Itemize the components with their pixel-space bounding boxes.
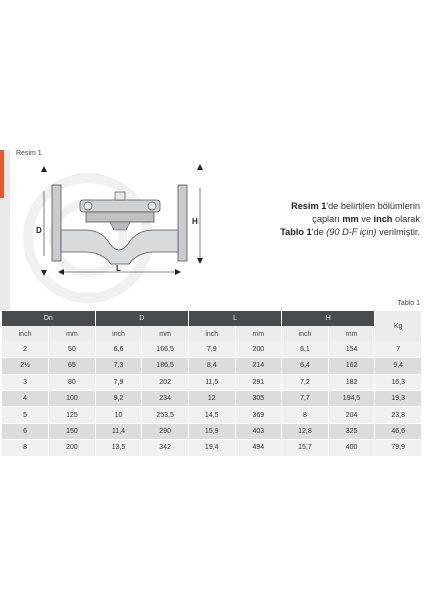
table-cell: 11,5: [188, 374, 235, 390]
table-cell: 8: [2, 440, 49, 456]
description-line-2: çapları mm ve inch olarak: [312, 214, 420, 224]
table-unit-header-row: [2, 326, 422, 341]
table-cell: 325: [328, 423, 375, 439]
table-cell: 200: [49, 440, 96, 456]
table-cell: 19,3: [375, 390, 422, 406]
table-cell: 125: [49, 407, 96, 423]
dimension-table: [2, 311, 422, 457]
table-cell: 2½: [2, 358, 49, 374]
table-cell: 6,6: [95, 342, 142, 358]
table-row: [2, 407, 422, 423]
table-cell: 182: [328, 374, 375, 390]
table-cell: 50: [49, 342, 96, 358]
table-cell: 80: [49, 374, 96, 390]
table-cell: 166,5: [142, 342, 189, 358]
table-cell: 204: [328, 407, 375, 423]
dimension-h-label: H: [192, 217, 198, 226]
unit-header: inch: [282, 326, 329, 341]
group-header-d: D: [95, 311, 188, 326]
table-cell: 369: [235, 407, 282, 423]
table-cell: 14,5: [188, 407, 235, 423]
header-kg: Kg: [375, 311, 422, 342]
table-row: [2, 374, 422, 390]
table-cell: 15,7: [282, 440, 329, 456]
unit-header: mm: [328, 326, 375, 341]
table-row: [2, 440, 422, 456]
table-cell: 234: [142, 390, 189, 406]
table-cell: 4: [2, 390, 49, 406]
table-cell: 200: [235, 342, 282, 358]
dimension-l-label: L: [116, 264, 121, 273]
figure-description: [240, 200, 420, 239]
table-cell: 290: [142, 423, 189, 439]
table-cell: 7,2: [282, 374, 329, 390]
table-cell: 100: [49, 390, 96, 406]
valve-technical-drawing: [30, 160, 220, 280]
table-cell: 6,1: [282, 342, 329, 358]
table-cell: 154: [328, 342, 375, 358]
table-cell: 65: [49, 358, 96, 374]
unit-header: mm: [49, 326, 96, 341]
table-cell: 305: [235, 390, 282, 406]
group-header-l: L: [188, 311, 281, 326]
table-cell: 12,8: [282, 423, 329, 439]
table-row: [2, 358, 422, 374]
table-cell: 150: [49, 423, 96, 439]
table-cell: 202: [142, 374, 189, 390]
table-cell: 253,5: [142, 407, 189, 423]
table-cell: 3: [2, 374, 49, 390]
dimension-d-label: D: [36, 226, 42, 235]
table-cell: 7,7: [282, 390, 329, 406]
unit-header: mm: [142, 326, 189, 341]
table-cell: 11,4: [95, 423, 142, 439]
table-cell: 7: [375, 342, 422, 358]
table-cell: 400: [328, 440, 375, 456]
table-cell: 342: [142, 440, 189, 456]
table-cell: 494: [235, 440, 282, 456]
table-cell: 16,3: [375, 374, 422, 390]
table-cell: 7,9: [188, 342, 235, 358]
table-cell: 6,4: [282, 358, 329, 374]
table-group-header-row: [2, 311, 422, 326]
unit-header: inch: [95, 326, 142, 341]
table-cell: 46,6: [375, 423, 422, 439]
description-line-1: Resim 1'de belirtilen bölümlerin: [291, 201, 420, 211]
table-cell: 186,5: [142, 358, 189, 374]
table-cell: 23,8: [375, 407, 422, 423]
table-cell: 10: [95, 407, 142, 423]
table-row: [2, 342, 422, 358]
table-row: [2, 390, 422, 406]
table-label: Tablo 1: [397, 300, 420, 307]
table-cell: 6: [2, 423, 49, 439]
table-cell: 291: [235, 374, 282, 390]
table-cell: 9,2: [95, 390, 142, 406]
table-cell: 214: [235, 358, 282, 374]
table-cell: 162: [328, 358, 375, 374]
table-row: [2, 423, 422, 439]
table-cell: 15,9: [188, 423, 235, 439]
table-body: [2, 342, 422, 456]
table-cell: 13,5: [95, 440, 142, 456]
table-cell: 8,4: [188, 358, 235, 374]
group-header-h: H: [282, 311, 375, 326]
table-cell: 12: [188, 390, 235, 406]
table-cell: 2: [2, 342, 49, 358]
side-tab-accent: [0, 150, 4, 198]
table-cell: 5: [2, 407, 49, 423]
group-header-dn: Dn: [2, 311, 95, 326]
table-cell: 9,4: [375, 358, 422, 374]
table-cell: 7,3: [95, 358, 142, 374]
figure-label: Resim 1: [16, 150, 42, 157]
table-cell: 194,5: [328, 390, 375, 406]
unit-header: inch: [2, 326, 49, 341]
unit-header: mm: [235, 326, 282, 341]
description-line-3: Tablo 1'de (90 D-F için) verilmiştir.: [280, 227, 420, 237]
table-cell: 403: [235, 423, 282, 439]
table-cell: 79,9: [375, 440, 422, 456]
table-cell: 8: [282, 407, 329, 423]
table-cell: 7,9: [95, 374, 142, 390]
table-cell: 19,4: [188, 440, 235, 456]
unit-header: inch: [188, 326, 235, 341]
